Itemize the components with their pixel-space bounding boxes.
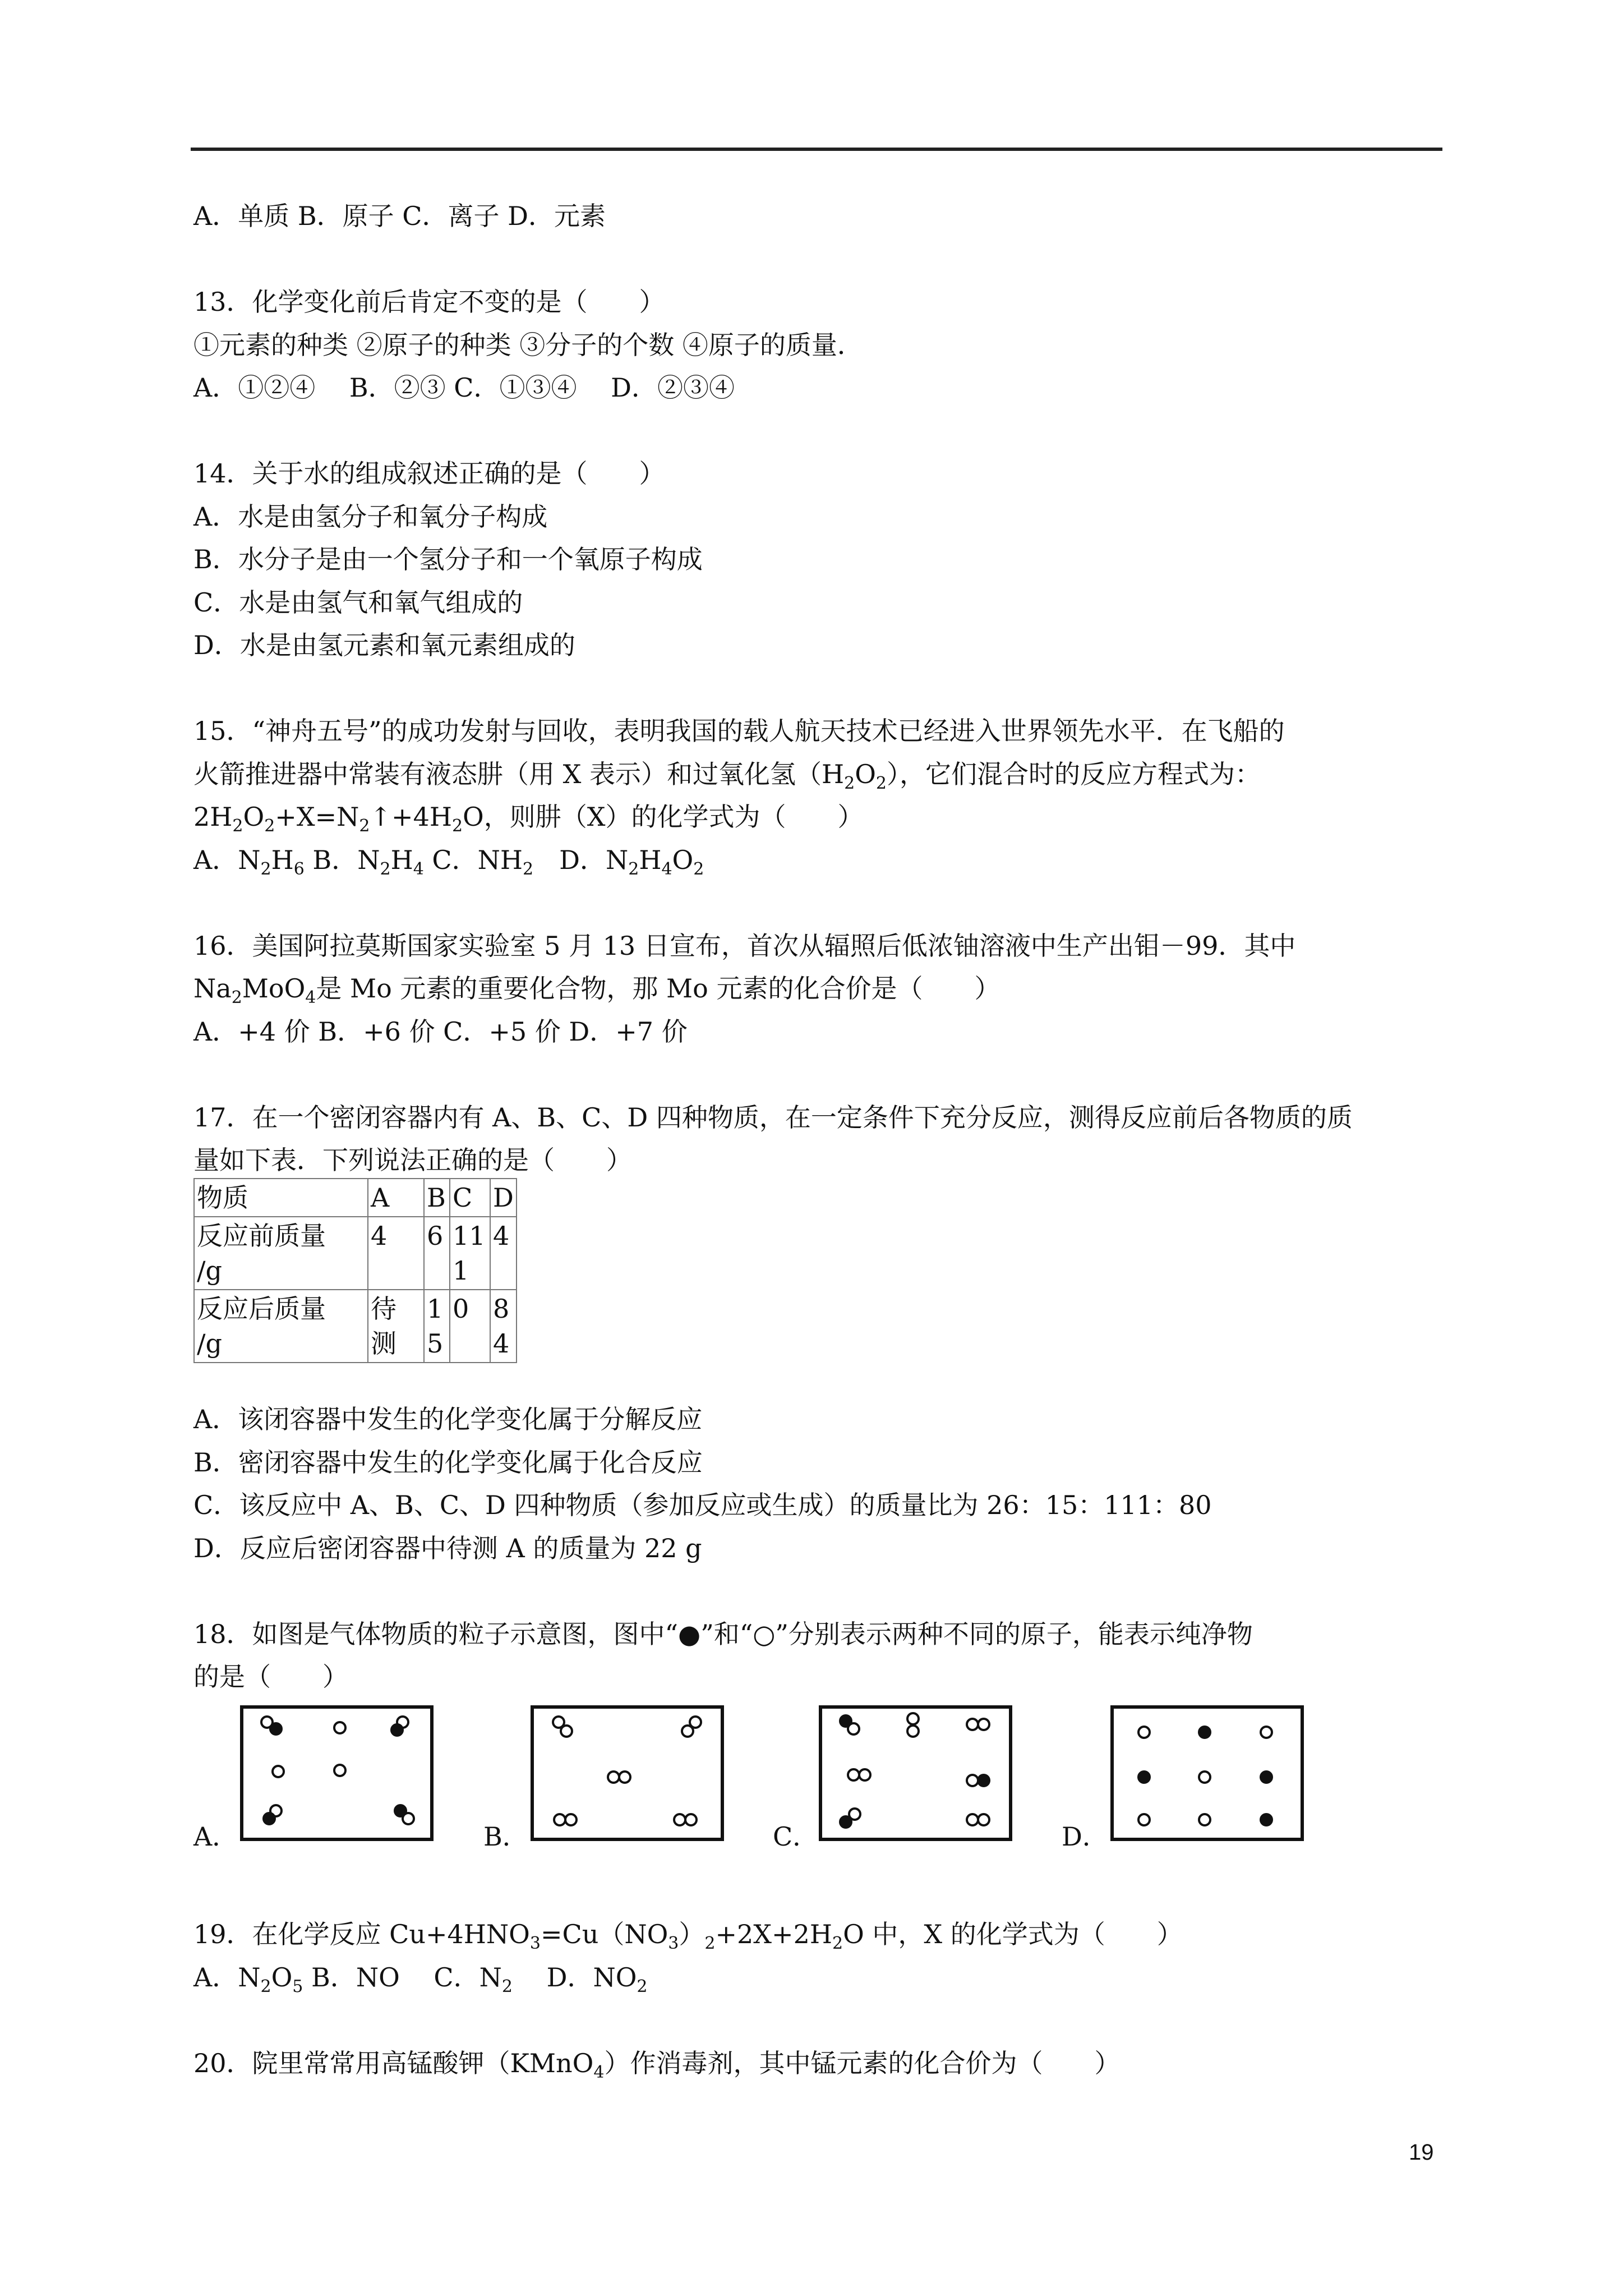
table-cell: 1 5 [424,1290,450,1363]
white-atom [977,1813,990,1826]
white-atom [681,1724,694,1738]
black-atom [1137,1770,1151,1784]
q17-line1: 17．在一个密闭容器内有 A、B、C、D 四种物质，在一定条件下充分反应，测得反应前后各物质的质 [193,1102,1353,1133]
black-atom [1260,1813,1273,1826]
q14-option-c: C．水是由氢气和氧气组成的 [193,587,523,618]
table-cell: 0 [450,1290,490,1363]
table-cell: C [450,1179,490,1217]
table-cell: 反应后质量 /g [194,1290,368,1363]
q15-equation: $2H_2O_2+X=N_2↑+4H_2O$，则肼（X）的化学式为（ ） [193,802,864,836]
black-atom [1198,1726,1211,1739]
figure-d-label: D． [1062,1821,1108,1852]
black-atom [262,1812,276,1825]
q17-option-c: C．该反应中 A、B、C、D 四种物质（参加反应或生成）的质量比为 26：15：111：80 [193,1490,1212,1520]
white-atom [333,1721,347,1734]
q17-line2: 量如下表．下列说法正确的是（ ） [193,1145,632,1175]
q13-items: ①元素的种类 ②原子的种类 ③分子的个数 ④原子的质量． [193,330,863,360]
q14-option-d: D．水是由氢元素和氧元素组成的 [193,630,575,660]
white-atom [1198,1813,1211,1826]
table-cell: 反应前质量 /g [194,1217,368,1290]
black-atom [839,1815,852,1829]
q18-line2: 的是（ ） [193,1662,348,1692]
q16-options: A．+4 价 B．+6 价 C．+5 价 D．+7 价 [193,1016,688,1047]
q14-option-a: A．水是由氢分子和氧分子构成 [193,501,548,532]
q17-option-b: B．密闭容器中发生的化学变化属于化合反应 [193,1447,703,1478]
q19-stem: 19．在化学反应 $Cu+4HNO_3=Cu(NO_3)_2+2X+2H_2O$ 中，X 的化学式为（ ） [193,1919,1183,1953]
table-cell: 物质 [194,1179,368,1217]
black-atom [977,1774,990,1787]
particle-figure-c [819,1705,1012,1841]
white-atom [684,1813,698,1826]
white-atom [271,1765,285,1778]
table-cell: 4 [368,1217,424,1290]
q16-line1: 16．美国阿拉莫斯国家实验室 5 月 13 日宣布，首次从辐照后低浓铀溶液中生产出钼－99．其中 [193,931,1296,961]
q17-option-a: A．该闭容器中发生的化学变化属于分解反应 [193,1404,703,1434]
q15-line2: 火箭推进器中常装有液态肼（用 X 表示）和过氧化氢$(H_2O_2)$，它们混合时的反应方程式为： [193,759,1261,793]
q17-option-d: D．反应后密闭容器中待测 A 的质量为 22 g [193,1533,702,1563]
figure-b-label: B． [483,1821,528,1852]
q19-options: A．$N_2O_5$ B．NO C．$N_2$ D．$NO_2$ [193,1962,648,1996]
white-atom [906,1724,920,1738]
figure-a-label: A． [193,1821,238,1852]
white-atom [1137,1813,1151,1826]
table-cell: B [424,1179,450,1217]
white-atom [1198,1770,1211,1784]
q15-options: A．$N_2H_6$ B．$N_2H_4$ C．$NH_2$ D．$N_2H_4O_2$ [193,845,704,879]
white-atom [1260,1726,1273,1739]
table-row [194,1217,517,1290]
white-atom [906,1712,920,1726]
particle-figure-a [240,1705,434,1841]
q20-stem: 20．院里常常用高锰酸钾（KMnO$_4$）作消毒剂，其中锰元素的化合价为（ ） [193,2048,1121,2082]
white-atom [333,1764,347,1777]
table-cell: A [368,1179,424,1217]
white-atom [1137,1726,1151,1739]
figure-c-label: C． [773,1821,819,1852]
q16-line2: $Na_2MoO_4$是 Mo 元素的重要化合物，那 Mo 元素的化合价是（ ） [193,973,1000,1007]
mass-table [193,1178,517,1363]
black-atom [269,1722,283,1736]
table-cell: 待 测 [368,1290,424,1363]
table-row [194,1179,517,1217]
q14-option-b: B．水分子是由一个氢分子和一个氧原子构成 [193,544,703,574]
table-cell: D [490,1179,517,1217]
table-cell: 6 [424,1217,450,1290]
particle-figure-d [1110,1705,1304,1841]
white-atom [564,1813,578,1826]
q15-line1: 15．“神舟五号”的成功发射与回收，表明我国的载人航天技术已经进入世界领先水平．在飞船的 [193,716,1285,746]
white-atom [402,1812,415,1825]
black-atom [390,1723,404,1737]
q13-stem: 13．化学变化前后肯定不变的是（ ） [193,287,665,317]
white-atom [560,1724,573,1738]
page-number: 19 [1409,2140,1434,2165]
white-atom [847,1722,860,1736]
white-atom [618,1770,631,1784]
table-cell: 8 4 [490,1290,517,1363]
white-atom [858,1768,872,1782]
table-cell: 11 1 [450,1217,490,1290]
table-cell: 4 [490,1217,517,1290]
header-rule [191,148,1442,151]
white-atom [977,1718,990,1731]
particle-figure-b [531,1705,724,1841]
q12-options: A．单质 B．原子 C．离子 D．元素 [193,201,606,231]
table-row [194,1290,517,1363]
q13-options: A．①②④ B．②③ C．①③④ D．②③④ [193,372,735,403]
q18-line1: 18．如图是气体物质的粒子示意图，图中“●”和“○”分别表示两种不同的原子，能表示纯净物 [193,1619,1253,1649]
black-atom [1260,1770,1273,1784]
q14-stem: 14．关于水的组成叙述正确的是（ ） [193,458,665,489]
